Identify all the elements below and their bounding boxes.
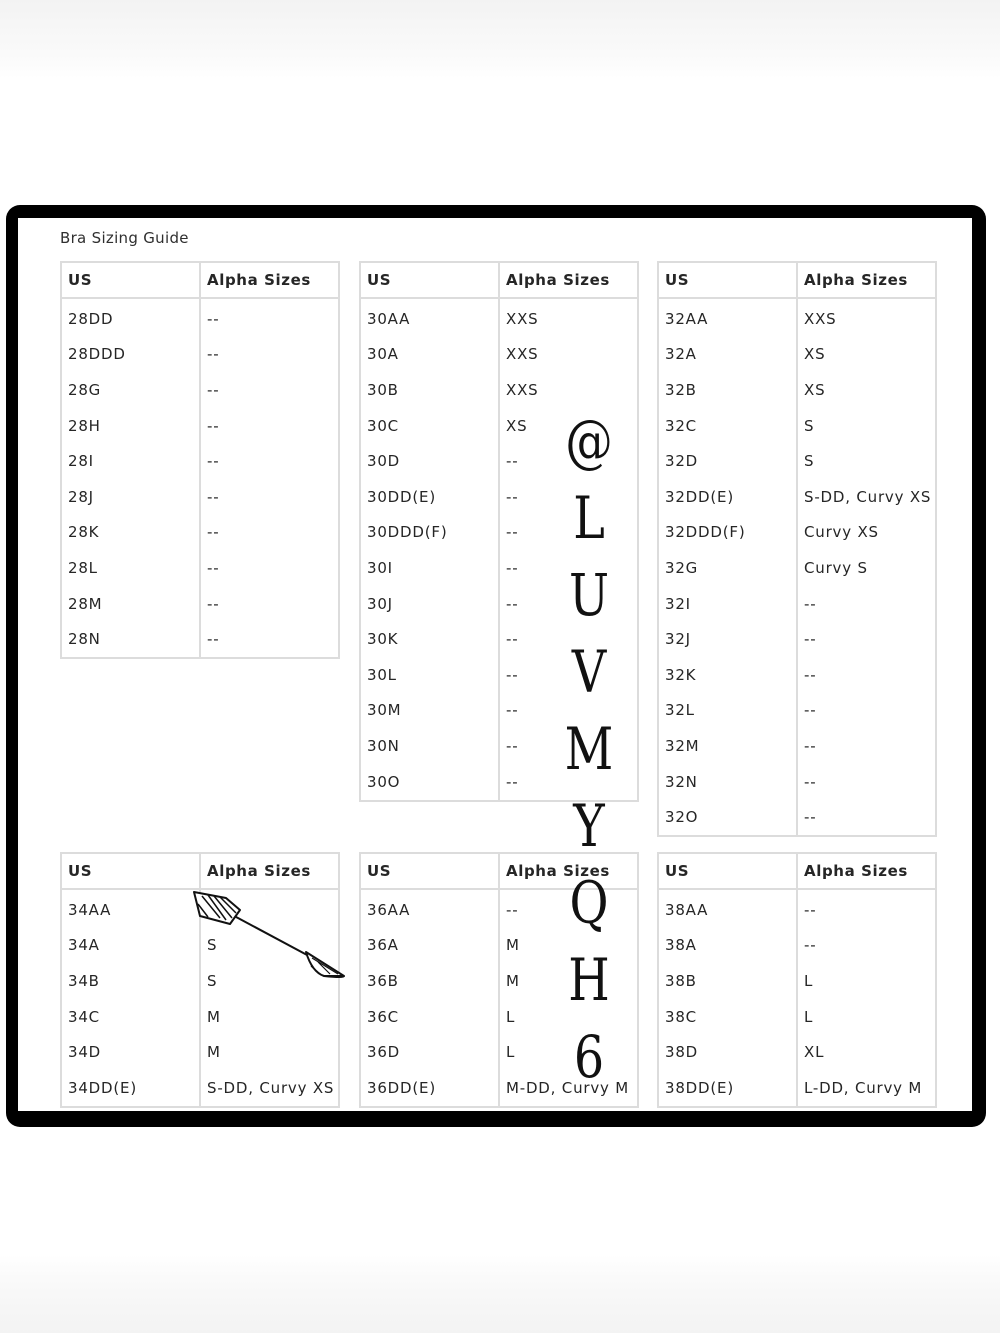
us-size-cell: 34B <box>61 963 200 999</box>
us-size-cell: 32AA <box>658 298 797 337</box>
table-row <box>658 657 936 693</box>
alpha-column-header: Alpha Sizes <box>499 853 638 889</box>
table-row <box>360 337 638 373</box>
alpha-size-cell: S <box>207 971 218 990</box>
us-size-cell: 32K <box>658 657 797 693</box>
us-size-cell: 28DDD <box>61 337 200 373</box>
alpha-size-cell: -- <box>804 936 817 955</box>
us-column-header: US <box>61 853 200 889</box>
us-size-cell: 28M <box>61 586 200 622</box>
table-row <box>658 372 936 408</box>
us-size-cell: 34D <box>61 1034 200 1070</box>
alpha-size-cell: XXS <box>506 380 539 399</box>
table-row <box>658 479 936 515</box>
us-column-header: US <box>61 262 200 298</box>
alpha-size-cell: -- <box>506 630 519 649</box>
table-row <box>658 586 936 622</box>
us-size-cell: 36B <box>360 963 499 999</box>
table-row <box>360 298 638 337</box>
alpha-size-cell: -- <box>804 900 817 919</box>
alpha-size-cell: -- <box>207 345 220 364</box>
alpha-size-cell: -- <box>207 380 220 399</box>
alpha-size-cell: L-DD, Curvy M <box>804 1078 923 1097</box>
alpha-size-cell: -- <box>506 701 519 720</box>
table-row <box>61 621 339 658</box>
alpha-size-cell: L <box>804 1007 814 1026</box>
us-size-cell: 34DD(E) <box>61 1070 200 1107</box>
alpha-size-cell: Curvy S <box>804 558 868 577</box>
table-row <box>658 408 936 444</box>
table-row <box>61 408 339 444</box>
us-column-header: US <box>360 262 499 298</box>
table-row <box>61 515 339 551</box>
watermark-char: U <box>568 561 610 629</box>
us-size-cell: 28DD <box>61 298 200 337</box>
alpha-size-cell: -- <box>207 558 220 577</box>
alpha-size-cell: XS <box>506 416 528 435</box>
alpha-column-header: Alpha Sizes <box>797 262 936 298</box>
alpha-size-cell: L <box>506 1007 516 1026</box>
us-size-cell: 32DDD(F) <box>658 515 797 551</box>
alpha-size-cell: -- <box>506 772 519 791</box>
table-row <box>658 1034 936 1070</box>
table-row <box>658 693 936 729</box>
arrow-icon <box>190 888 350 983</box>
us-size-cell: 30D <box>360 443 499 479</box>
us-size-cell: 38D <box>658 1034 797 1070</box>
us-size-cell: 30B <box>360 372 499 408</box>
alpha-size-cell: -- <box>506 558 519 577</box>
alpha-size-cell: M <box>506 971 520 990</box>
us-size-cell: 28G <box>61 372 200 408</box>
table-row <box>61 999 339 1035</box>
us-size-cell: 30A <box>360 337 499 373</box>
alpha-column-header: Alpha Sizes <box>200 262 339 298</box>
alpha-column-header: Alpha Sizes <box>499 262 638 298</box>
watermark-char: V <box>571 638 607 706</box>
alpha-size-cell: XXS <box>506 345 539 364</box>
alpha-size-cell: -- <box>804 772 817 791</box>
alpha-size-cell: S-DD, Curvy XS <box>207 1078 335 1097</box>
alpha-size-cell: S <box>207 936 218 955</box>
us-size-cell: 32D <box>658 443 797 479</box>
table-row <box>61 479 339 515</box>
table-row <box>658 515 936 551</box>
us-size-cell: 30AA <box>360 298 499 337</box>
us-size-cell: 34AA <box>61 889 200 928</box>
us-size-cell: 38DD(E) <box>658 1070 797 1107</box>
table-header-row <box>658 853 936 889</box>
table-row <box>658 1070 936 1107</box>
us-size-cell: 34A <box>61 928 200 964</box>
us-size-cell: 32A <box>658 337 797 373</box>
us-size-cell: 32B <box>658 372 797 408</box>
us-size-cell: 30C <box>360 408 499 444</box>
alpha-size-cell: -- <box>207 416 220 435</box>
us-size-cell: 36AA <box>360 889 499 928</box>
size-table-32 <box>657 261 937 837</box>
table-row <box>61 443 339 479</box>
table-row <box>658 928 936 964</box>
table-row <box>61 586 339 622</box>
us-size-cell: 38B <box>658 963 797 999</box>
us-size-cell: 30DDD(F) <box>360 515 499 551</box>
table-row <box>658 443 936 479</box>
alpha-size-cell: -- <box>804 701 817 720</box>
watermark-text <box>554 403 624 1103</box>
alpha-size-cell: -- <box>506 594 519 613</box>
alpha-size-cell: Curvy XS <box>804 523 879 542</box>
us-column-header: US <box>658 853 797 889</box>
us-size-cell: 28I <box>61 443 200 479</box>
us-size-cell: 28N <box>61 621 200 658</box>
alpha-size-cell: XXS <box>506 309 539 328</box>
us-size-cell: 36DD(E) <box>360 1070 499 1107</box>
alpha-size-cell: -- <box>207 309 220 328</box>
alpha-size-cell: -- <box>804 594 817 613</box>
us-size-cell: 28H <box>61 408 200 444</box>
us-size-cell: 32M <box>658 728 797 764</box>
table-header-row <box>61 262 339 298</box>
table-header-row <box>658 262 936 298</box>
alpha-size-cell: XS <box>804 345 826 364</box>
us-size-cell: 34C <box>61 999 200 1035</box>
alpha-size-cell: L <box>804 971 814 990</box>
us-size-cell: 32DD(E) <box>658 479 797 515</box>
table-row <box>658 621 936 657</box>
alpha-size-cell: -- <box>506 736 519 755</box>
bottom-background <box>0 1255 1000 1333</box>
watermark-char: @ <box>565 407 613 475</box>
us-size-cell: 38AA <box>658 889 797 928</box>
us-size-cell: 36A <box>360 928 499 964</box>
watermark-char: H <box>568 946 610 1014</box>
alpha-size-cell: L <box>506 1043 516 1062</box>
us-size-cell: 30O <box>360 764 499 801</box>
us-size-cell: 30L <box>360 657 499 693</box>
table-header-row <box>61 853 339 889</box>
us-size-cell: 30DD(E) <box>360 479 499 515</box>
us-size-cell: 30K <box>360 621 499 657</box>
table-row <box>61 337 339 373</box>
size-table-38 <box>657 852 937 1108</box>
table-row <box>658 764 936 800</box>
us-size-cell: 28K <box>61 515 200 551</box>
alpha-size-cell: S <box>804 416 815 435</box>
us-column-header: US <box>658 262 797 298</box>
table-row <box>658 728 936 764</box>
alpha-size-cell: M <box>506 936 520 955</box>
alpha-size-cell: XL <box>804 1043 825 1062</box>
alpha-size-cell: XXS <box>804 309 837 328</box>
us-size-cell: 38A <box>658 928 797 964</box>
alpha-size-cell: -- <box>804 665 817 684</box>
alpha-size-cell: -- <box>207 452 220 471</box>
us-size-cell: 30J <box>360 586 499 622</box>
table-row <box>658 298 936 337</box>
alpha-size-cell: S <box>804 452 815 471</box>
alpha-column-header: Alpha Sizes <box>200 853 339 889</box>
us-column-header: US <box>360 853 499 889</box>
alpha-size-cell: M-DD, Curvy M <box>506 1078 630 1097</box>
us-size-cell: 32N <box>658 764 797 800</box>
alpha-size-cell: XS <box>804 380 826 399</box>
us-size-cell: 28J <box>61 479 200 515</box>
us-size-cell: 28L <box>61 550 200 586</box>
guide-title: Bra Sizing Guide <box>60 229 189 247</box>
alpha-size-cell: M <box>207 1043 221 1062</box>
alpha-size-cell: -- <box>506 900 519 919</box>
us-size-cell: 30I <box>360 550 499 586</box>
us-size-cell: 36D <box>360 1034 499 1070</box>
size-table-28 <box>60 261 340 659</box>
table-header-row <box>360 262 638 298</box>
alpha-size-cell: -- <box>207 523 220 542</box>
alpha-size-cell: -- <box>506 487 519 506</box>
us-size-cell: 30N <box>360 728 499 764</box>
alpha-column-header: Alpha Sizes <box>797 853 936 889</box>
table-row <box>658 999 936 1035</box>
watermark-char: Q <box>569 869 609 937</box>
us-size-cell: 32C <box>658 408 797 444</box>
size-guide-panel <box>18 218 972 1111</box>
us-size-cell: 38C <box>658 999 797 1035</box>
table-row <box>658 337 936 373</box>
alpha-size-cell: -- <box>804 736 817 755</box>
alpha-size-cell: -- <box>506 452 519 471</box>
table-row <box>658 550 936 586</box>
table-row <box>61 298 339 337</box>
alpha-size-cell: -- <box>506 665 519 684</box>
top-background <box>0 0 1000 78</box>
us-size-cell: 32J <box>658 621 797 657</box>
alpha-size-cell: S-DD, Curvy XS <box>804 487 932 506</box>
alpha-size-cell: -- <box>207 487 220 506</box>
alpha-size-cell: -- <box>506 523 519 542</box>
us-size-cell: 32I <box>658 586 797 622</box>
table-row <box>61 372 339 408</box>
us-size-cell: 32G <box>658 550 797 586</box>
us-size-cell: 30M <box>360 693 499 729</box>
alpha-size-cell: -- <box>804 808 817 827</box>
watermark-char: M <box>564 715 614 783</box>
alpha-size-cell: -- <box>207 594 220 613</box>
table-row <box>61 1070 339 1107</box>
table-row <box>658 889 936 928</box>
us-size-cell: 32L <box>658 693 797 729</box>
us-size-cell: 36C <box>360 999 499 1035</box>
table-row <box>658 799 936 836</box>
alpha-size-cell: -- <box>207 630 220 649</box>
watermark-char: L <box>573 484 605 552</box>
alpha-size-cell: M <box>207 1007 221 1026</box>
watermark-char: Y <box>573 792 605 860</box>
us-size-cell: 32O <box>658 799 797 836</box>
table-row <box>61 550 339 586</box>
table-row <box>658 963 936 999</box>
alpha-size-cell: -- <box>804 630 817 649</box>
table-row <box>61 1034 339 1070</box>
watermark-char: 6 <box>573 1023 605 1091</box>
